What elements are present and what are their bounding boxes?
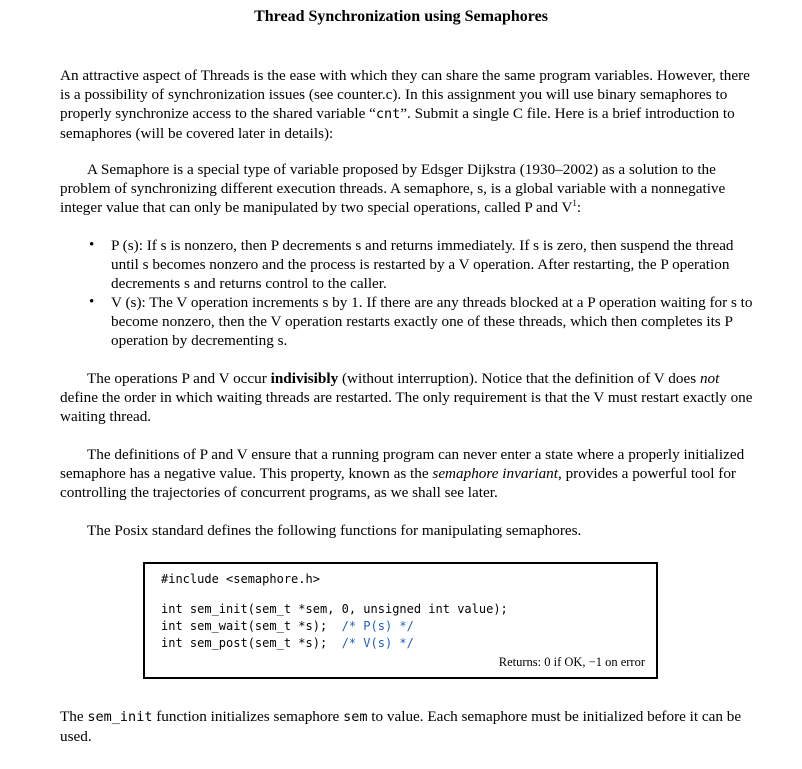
final-text-2: function initializes semaphore [152,708,344,725]
code-line-sem-wait [161,618,414,635]
indivisible-paragraph [60,369,760,426]
cnt-code: cnt [375,106,401,122]
returns-note: Returns: 0 if OK, −1 on error [498,655,645,669]
code-line-sem-init: int sem_init(sem_t *sem, 0, unsigned int value); [161,602,508,616]
invariant-italic: semaphore invariant [432,465,558,482]
final-text-1: The [60,708,88,725]
bullet-icon: • [89,294,95,310]
footnote-marker: 1 [572,198,577,208]
bullet-text-p: P (s): If s is nonzero, then P decrements s and returns immediately. If s is zero, then suspend the thread until s becomes nonzero and the process is restarted by a V operation. After restarting, the P operation decrements s and returns control to the caller. [111,237,734,292]
indivisible-bold: indivisibly [270,370,339,387]
semaphore-text-end: : [576,199,582,216]
intro-paragraph [60,66,760,143]
indivisible-text-3: define the order in which waiting threads are restarted. The only requirement is that the V must restart exactly one waiting thread. [60,389,753,425]
invariant-paragraph [60,445,760,502]
final-paragraph [60,707,760,746]
list-item [88,293,758,350]
code-include: #include <semaphore.h> [161,572,320,586]
intro-text-start: An attractive aspect of Threads is the ease with which they can share the same program variables. However, there is a possibility of synchronization issues (see counter.c). In this assignment you will use binary semaphores to properly synchronize access to the shared variable “ [60,67,750,122]
code-line-sem-post [161,635,414,652]
indivisible-italic: not [699,370,720,387]
operation-list [88,236,758,350]
list-item [88,236,758,293]
code-comment-p: /* P(s) */ [341,619,414,633]
code-sem-wait: int sem_wait(sem_t *s); [161,619,328,633]
code-sem-post: int sem_post(sem_t *s); [161,636,328,650]
posix-paragraph: The Posix standard defines the following functions for manipulating semaphores. [87,522,582,539]
bullet-icon: • [89,237,95,253]
sem-code: sem [343,709,368,725]
indivisible-text-1: The operations P and V occur [87,370,271,387]
invariant-text-1: The definitions of P and V ensure that a running program can never enter a state where a properly initialized semaphore has a negative value. This property, known as the [60,446,745,482]
intro-text-end: ”. Submit a single C file. Here is a brief introduction to semaphores (will be covered later in details): [60,105,735,142]
indivisible-text-2: (without interruption). Notice that the definition of V does [338,370,700,387]
page-title: Thread Synchronization using Semaphores [254,8,548,25]
semaphore-text: A Semaphore is a special type of variable proposed by Edsger Dijkstra (1930–2002) as a solution to the problem of synchronizing different execution threads. A semaphore, s, is a global variable with a nonnegative integer value that can only be manipulated by two special operations, called P and V [60,161,726,216]
semaphore-paragraph [60,160,760,217]
invariant-text-2: , provides a powerful tool for controlling the trajectories of concurrent programs, as we shall see later. [60,465,736,501]
code-box [143,562,658,679]
final-text-3: to value. Each semaphore must be initialized before it can be used. [60,708,742,745]
sem-init-code: sem_init [87,709,153,725]
code-comment-v: /* V(s) */ [341,636,414,650]
bullet-text-v: V (s): The V operation increments s by 1. If there are any threads blocked at a P operation waiting for s to become nonzero, then the V operation restarts exactly one of these threads, which then completes its P operation by decrementing s. [111,294,753,349]
